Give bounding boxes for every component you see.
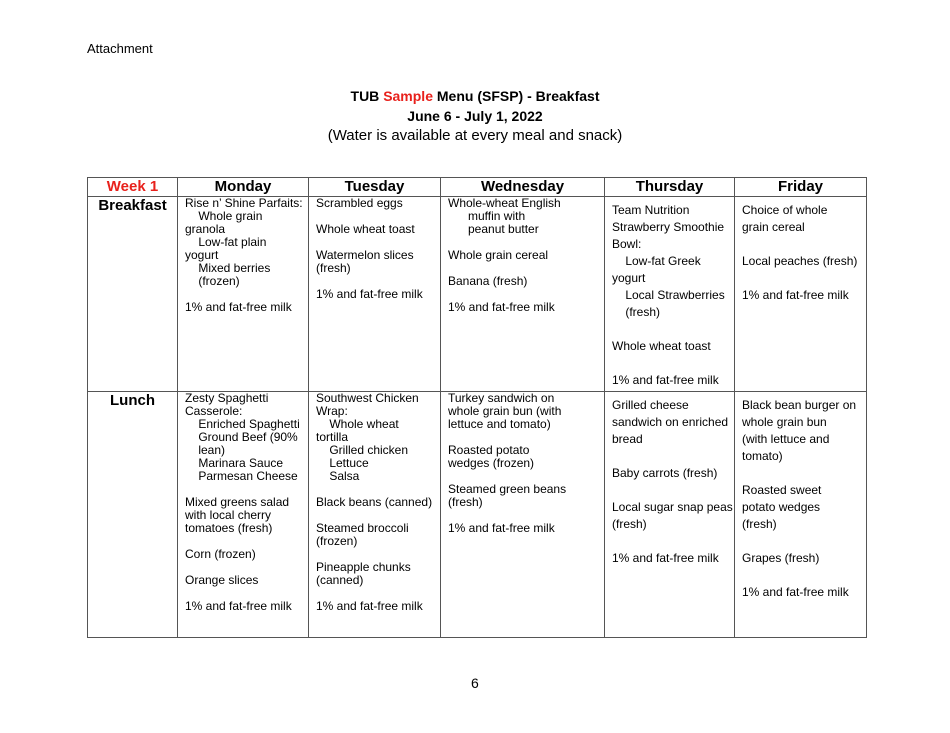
menu-item-line: Whole wheat <box>316 417 399 431</box>
menu-item-line: Lettuce <box>316 456 369 470</box>
menu-title <box>0 88 950 104</box>
menu-item-line <box>612 448 734 465</box>
menu-item-line: granola <box>185 222 226 236</box>
menu-item-line: (fresh) <box>448 495 483 509</box>
menu-item-line: Turkey sandwich on <box>448 391 555 405</box>
table-row <box>88 392 867 638</box>
title-sample: Sample <box>383 88 433 104</box>
menu-cell <box>735 197 867 392</box>
menu-item-line: 1% and fat-free milk <box>448 521 555 535</box>
menu-item-line: Grapes (fresh) <box>742 551 820 565</box>
menu-item-line: potato wedges <box>742 500 821 514</box>
menu-cell <box>605 392 735 638</box>
meal-label: Lunch <box>88 392 178 638</box>
menu-item-line: Wrap: <box>316 404 348 418</box>
menu-item-line: whole grain bun (with <box>448 404 562 418</box>
menu-item-line: peanut butter <box>448 222 539 236</box>
menu-item-line: Salsa <box>316 469 360 483</box>
menu-item-line: Watermelon slices <box>316 248 414 262</box>
day-header: Tuesday <box>309 178 441 197</box>
menu-item-line: (canned) <box>316 573 364 587</box>
menu-item-line: Mixed greens salad <box>185 495 290 509</box>
menu-dates: June 6 - July 1, 2022 <box>407 108 543 124</box>
title-suffix: Menu (SFSP) - Breakfast <box>433 88 600 104</box>
menu-item-line: Low-fat plain <box>185 235 267 249</box>
menu-item-line: 1% and fat-free milk <box>185 300 292 314</box>
menu-item-line: wedges (frozen) <box>448 456 535 470</box>
menu-item-line <box>742 465 866 482</box>
menu-item-line: sandwich on enriched <box>612 415 729 429</box>
menu-item-line: Zesty Spaghetti <box>185 391 269 405</box>
title-prefix: TUB <box>350 88 384 104</box>
header-row <box>88 178 867 197</box>
menu-item-line: Strawberry Smoothie <box>612 220 725 234</box>
menu-item-line: Roasted potato <box>448 443 530 457</box>
menu-cell <box>605 197 735 392</box>
menu-item-line: Local peaches (fresh) <box>742 254 858 268</box>
menu-item-line: (fresh) <box>742 517 777 531</box>
menu-item-line: Local Strawberries <box>612 288 725 302</box>
menu-item-line: Baby carrots (fresh) <box>612 466 718 480</box>
menu-item-line: Mixed berries <box>185 261 271 275</box>
menu-item-line: Whole-wheat English <box>448 196 561 210</box>
menu-item-line: bread <box>612 432 643 446</box>
menu-item-line <box>742 270 866 287</box>
menu-item-line: Orange slices <box>185 573 259 587</box>
menu-item-line: yogurt <box>612 271 646 285</box>
menu-item-line: Black bean burger on <box>742 398 857 412</box>
menu-item-line: tomatoes (fresh) <box>185 521 273 535</box>
menu-item-line: Roasted sweet <box>742 483 822 497</box>
menu-cell <box>735 392 867 638</box>
menu-item-line <box>612 533 734 550</box>
week-header: Week 1 <box>88 178 178 197</box>
menu-item-line: (with lettuce and <box>742 432 830 446</box>
menu-cell <box>309 392 441 638</box>
menu-item-line: Rise n’ Shine Parfaits: <box>185 196 303 210</box>
menu-item-line: Parmesan Cheese <box>185 469 298 483</box>
menu-item-line: Southwest Chicken <box>316 391 419 405</box>
menu-item-line: Grilled cheese <box>612 398 689 412</box>
menu-item-line: Grilled chicken <box>316 443 409 457</box>
page-number: 6 <box>471 675 479 691</box>
menu-item-line: Steamed broccoli <box>316 521 409 535</box>
menu-cell <box>309 197 441 392</box>
menu-item-line: Whole grain cereal <box>448 248 549 262</box>
menu-item-line: Banana (fresh) <box>448 274 528 288</box>
day-header: Monday <box>178 178 309 197</box>
menu-item-line: with local cherry <box>185 508 272 522</box>
menu-item-line: 1% and fat-free milk <box>448 300 555 314</box>
menu-item-line: 1% and fat-free milk <box>612 373 719 387</box>
menu-item-line: muffin with <box>448 209 526 223</box>
menu-item-line: grain cereal <box>742 220 805 234</box>
menu-item-line: Whole wheat toast <box>612 339 711 353</box>
menu-item-line: Black beans (canned) <box>316 495 433 509</box>
menu-item-line: Steamed green beans <box>448 482 567 496</box>
menu-item-line: yogurt <box>185 248 219 262</box>
table-row <box>88 197 867 392</box>
menu-item-line: tortilla <box>316 430 349 444</box>
menu-item-line: tomato) <box>742 449 783 463</box>
menu-item-line <box>612 355 734 372</box>
menu-cell <box>441 197 605 392</box>
menu-item-line: Bowl: <box>612 237 642 251</box>
menu-item-line: (fresh) <box>316 261 351 275</box>
menu-item-line: whole grain bun <box>742 415 827 429</box>
menu-item-line <box>742 567 866 584</box>
menu-item-line: 1% and fat-free milk <box>742 585 849 599</box>
menu-item-line: 1% and fat-free milk <box>185 599 292 613</box>
menu-item-line: 1% and fat-free milk <box>612 551 719 565</box>
menu-item-line: lean) <box>185 443 226 457</box>
menu-item-line <box>742 236 866 253</box>
menu-item-line <box>612 321 734 338</box>
menu-item-line: Scrambled eggs <box>316 196 403 210</box>
menu-item-line: (frozen) <box>185 274 240 288</box>
menu-item-line: Local sugar snap peas <box>612 500 733 514</box>
day-header: Friday <box>735 178 867 197</box>
menu-item-line: Marinara Sauce <box>185 456 284 470</box>
day-header: Thursday <box>605 178 735 197</box>
attachment-label: Attachment <box>87 41 153 56</box>
menu-cell <box>178 197 309 392</box>
menu-item-line: Whole wheat toast <box>316 222 415 236</box>
menu-item-line: Low-fat Greek <box>612 254 701 268</box>
menu-item-line: (fresh) <box>612 305 661 319</box>
menu-cell <box>441 392 605 638</box>
menu-item-line: Whole grain <box>185 209 263 223</box>
menu-item-line: Pineapple chunks <box>316 560 411 574</box>
menu-item-line: (frozen) <box>316 534 358 548</box>
meal-label: Breakfast <box>88 197 178 392</box>
menu-item-line: 1% and fat-free milk <box>742 288 849 302</box>
menu-cell <box>178 392 309 638</box>
menu-item-line: Choice of whole <box>742 203 828 217</box>
menu-item-line: Team Nutrition <box>612 203 690 217</box>
menu-table <box>87 177 867 638</box>
menu-note: (Water is available at every meal and snack) <box>327 127 623 144</box>
menu-item-line: lettuce and tomato) <box>448 417 551 431</box>
menu-item-line: Casserole: <box>185 404 243 418</box>
menu-item-line <box>612 482 734 499</box>
menu-item-line: 1% and fat-free milk <box>316 599 423 613</box>
menu-item-line: 1% and fat-free milk <box>316 287 423 301</box>
menu-item-line: Ground Beef (90% <box>185 430 298 444</box>
day-header: Wednesday <box>441 178 605 197</box>
menu-item-line: Enriched Spaghetti <box>185 417 300 431</box>
menu-item-line: (fresh) <box>612 517 647 531</box>
menu-item-line <box>742 533 866 550</box>
menu-item-line: Corn (frozen) <box>185 547 256 561</box>
